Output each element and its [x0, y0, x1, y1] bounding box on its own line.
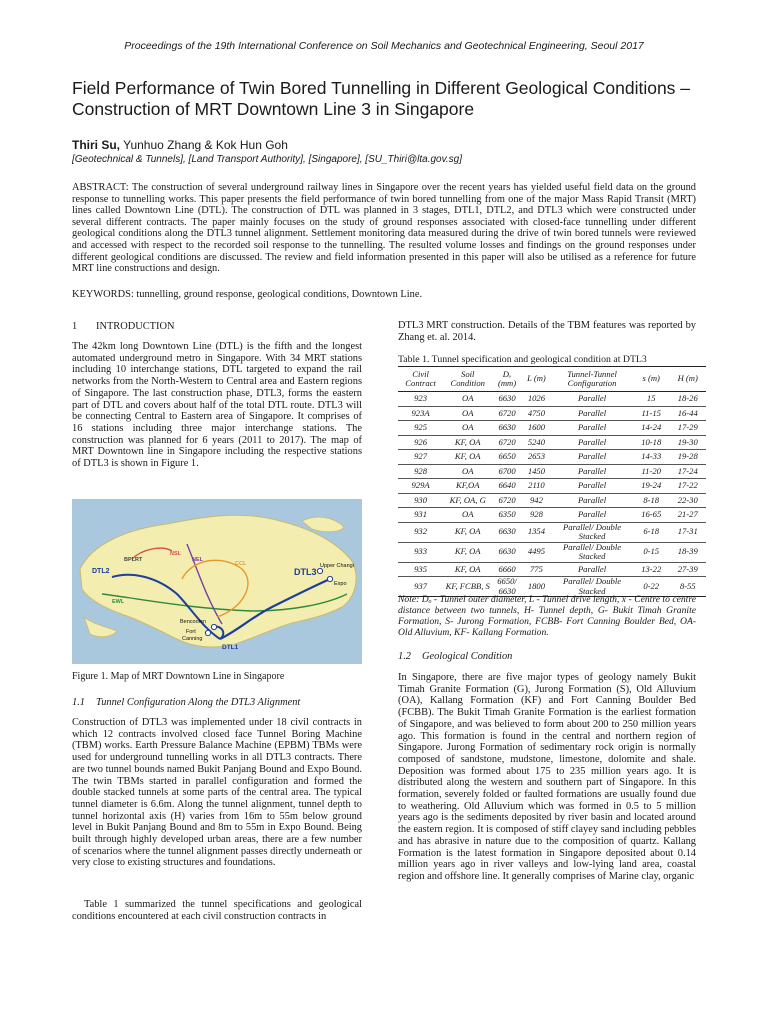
table-cell: 1354	[522, 522, 551, 542]
map-label-dtl1: DTL1	[222, 644, 239, 651]
map-label-fort: Fort	[186, 629, 196, 635]
table-cell: 8-18	[633, 493, 669, 508]
table-header: H (m)	[669, 367, 706, 392]
table-cell: 27-39	[669, 562, 706, 577]
table-cell: 926	[398, 435, 443, 450]
table-cell: 929A	[398, 479, 443, 494]
map-label-ewl: EWL	[112, 599, 125, 605]
table-cell: 18-26	[669, 392, 706, 407]
section-title: Geological Condition	[422, 651, 513, 662]
map-label-expo: Expo	[334, 581, 347, 587]
table-caption: Table 1. Tunnel specification and geological condition at DTL3	[398, 354, 647, 365]
table-cell: 775	[522, 562, 551, 577]
table-header: Tunnel-Tunnel Configuration	[551, 367, 633, 392]
table-cell: 11-15	[633, 406, 669, 421]
table-cell: 19-24	[633, 479, 669, 494]
section-number: 1.2	[398, 651, 411, 662]
table-cell: 16-44	[669, 406, 706, 421]
abstract: ABSTRACT: The construction of several underground railway lines in Singapore over the recent years has yielded useful field data on the ground response to tunnelling works. This paper presents the field performance of twin bored tunnelling from one of the major Mass Rapid Transit (MRT) lines called Downtown Line (DTL). The construction of DTL was planned in 3 stages, DTL1, DTL2, and DTL3 which were constructed under several different contracts. The paper mainly focuses on the study of ground responses associated with closed-face tunnelling under different geological conditions along the DTL3 tunnel alignment. Settlement monitoring data measured during the drive of twin bored tunnels were reviewed and accessed with respect to the recorded soil response to the tunnelling. The resulted volume losses and findings on the ground responses under different geological conditions are discussed. The review and field information presented in this paper will also be utilised as a reference for future MRT line constructions and design.	[72, 182, 696, 275]
table-row	[398, 406, 706, 421]
table-cell: 6720	[492, 435, 521, 450]
table-cell: 22-30	[669, 493, 706, 508]
table-row	[398, 493, 706, 508]
table-cell: 15	[633, 392, 669, 407]
table-cell: KF, FCBB, S	[443, 577, 492, 597]
table-cell: 923A	[398, 406, 443, 421]
table-cell: Parallel/ Double Stacked	[551, 522, 633, 542]
table-row	[398, 421, 706, 436]
table-cell: Parallel	[551, 479, 633, 494]
table-cell: OA	[443, 421, 492, 436]
table-row	[398, 479, 706, 494]
table-cell: 17-29	[669, 421, 706, 436]
station-marker-expo	[327, 576, 332, 581]
intro-paragraph: The 42km long Downtown Line (DTL) is the fifth and the longest automated underground metro in Singapore. With 34 MRT stations including 10 interchange stations, DTL targeted to expand the rail networks from the North-Western to Central area and Eastern regions of Singapore. The last construction phase, DTL3, forms the eastern part of DTL and covers about half of the total DTL route. DTL3 will be connecting Central to Eastern area of Singapore. It comprises of 16 stations including three major interchange stations. The construction was planned for 6 years (2011 to 2017). The map of MRT Downtown line in Singapore including the respective stations of DTL3 is shown in Figure 1.	[72, 341, 362, 470]
author-line	[72, 138, 288, 152]
section-number: 1	[72, 321, 78, 332]
table-header: Dₒ (mm)	[492, 367, 521, 392]
table-cell: Parallel	[551, 392, 633, 407]
figure-caption: Figure 1. Map of MRT Downtown Line in Singapore	[72, 671, 285, 682]
table-cell: 1600	[522, 421, 551, 436]
table-cell: 19-30	[669, 435, 706, 450]
table-cell: 6-18	[633, 522, 669, 542]
table-cell: 942	[522, 493, 551, 508]
table-cell: 5240	[522, 435, 551, 450]
table-cell: 10-18	[633, 435, 669, 450]
table-cell: KF, OA	[443, 435, 492, 450]
table-cell: 6630	[492, 392, 521, 407]
table-cell: 927	[398, 450, 443, 465]
map-label-bencoolen: Bencoolen	[180, 619, 206, 625]
table-row	[398, 464, 706, 479]
table-cell: Parallel	[551, 464, 633, 479]
table-note: Note: Dₒ - Tunnel outer diameter, L - Tunnel drive length, x - Centre to centre distance between two tunnels, H- Tunnel depth, G- Bukit Timah Granite Formation, S- Jurong Formation, FCBB- Fort Canning Boulder Bed, OA- Old Alluvium, KF- Kallang Formation.	[398, 594, 696, 638]
table-header: Soil Condition	[443, 367, 492, 392]
table-cell: 14-24	[633, 421, 669, 436]
table-header-row	[398, 367, 706, 392]
table-cell: 0-15	[633, 542, 669, 562]
section-number: 1.1	[72, 697, 85, 708]
station-marker-bencoolen	[211, 624, 216, 629]
table-cell: 6720	[492, 406, 521, 421]
table-cell: 931	[398, 508, 443, 523]
tunnel-paragraph-2: Table 1 summarized the tunnel specifications and geological conditions encountered at each civil construction contracts in	[72, 899, 362, 922]
table-cell: 6630	[492, 522, 521, 542]
paper-title: Field Performance of Twin Bored Tunnelling in Different Geological Conditions – Construction of MRT Downtown Line 3 in Singapore	[72, 78, 691, 119]
table-cell: OA	[443, 406, 492, 421]
table-cell: Parallel	[551, 421, 633, 436]
affiliation: [Geotechnical & Tunnels], [Land Transport Authority], [Singapore], [SU_Thiri@lta.gov.sg]	[72, 154, 462, 165]
table-cell: 17-24	[669, 464, 706, 479]
co-authors: Yunhuo Zhang & Kok Hun Goh	[120, 138, 288, 152]
station-marker-upper-changi	[317, 568, 322, 573]
table-cell: 19-28	[669, 450, 706, 465]
proceedings-header: Proceedings of the 19th International Conference on Soil Mechanics and Geotechnical Engineering, Seoul 2017	[124, 40, 644, 52]
table-row	[398, 522, 706, 542]
table-cell: 4495	[522, 542, 551, 562]
section-heading-introduction	[72, 321, 175, 332]
keywords: KEYWORDS: tunnelling, ground response, geological conditions, Downtown Line.	[72, 289, 423, 300]
table-cell: Parallel	[551, 406, 633, 421]
table-cell: 925	[398, 421, 443, 436]
table-cell: 933	[398, 542, 443, 562]
map-label-dtl2: DTL2	[92, 568, 110, 575]
station-marker-fort-canning	[205, 630, 210, 635]
table-cell: 6660	[492, 562, 521, 577]
map-label-bplrt: BPLRT	[124, 557, 143, 563]
table-row	[398, 450, 706, 465]
table-header: Civil Contract	[398, 367, 443, 392]
section-title: Tunnel Configuration Along the DTL3 Alignment	[96, 697, 301, 708]
table-cell: 17-22	[669, 479, 706, 494]
table-cell: 13-22	[633, 562, 669, 577]
map-label-ccl: CCL	[235, 561, 247, 567]
table-cell: OA	[443, 508, 492, 523]
table-cell: KF, OA	[443, 542, 492, 562]
first-author: Thiri Su,	[72, 138, 120, 152]
table-cell: 16-65	[633, 508, 669, 523]
table-cell: 21-27	[669, 508, 706, 523]
table-body	[398, 392, 706, 597]
table-cell: 2653	[522, 450, 551, 465]
table-row	[398, 435, 706, 450]
table-cell: KF, OA	[443, 522, 492, 542]
table-cell: 8-55	[669, 577, 706, 597]
table-cell: 18-39	[669, 542, 706, 562]
table-cell: 11-20	[633, 464, 669, 479]
table-cell: Parallel	[551, 435, 633, 450]
tunnel-paragraph-1: Construction of DTL3 was implemented under 18 civil contracts in which 12 contracts involved closed face Tunnel Boring Machine (TBM) works. Earth Pressure Balance Machine (EPBM) TBMs were used for underground tunnelling works in all DTL3 contracts. There are two tunnel bounds named Bukit Panjang Bound and Expo Bound. The twin TBMs started in parallel configuration and formed the double stacked tunnels at some parts of the central area. The typical tunnel diameter is 6.6m. Along the tunnel alignment, tunnel depth to tunnel horizontal axis (H) varies from 16m to 55m below ground level in Bukit Panjang Bound and 8m to 55m in Expo Bound. Being built through highly developed urban areas, there are a few number of scenarios where the tunnel alignment passes directly underneath or very close to existing structures and foundations.	[72, 717, 362, 869]
table-row	[398, 542, 706, 562]
dtl-map-figure	[72, 499, 362, 664]
table-cell: 4750	[522, 406, 551, 421]
table-cell: KF, OA	[443, 562, 492, 577]
geology-paragraph: In Singapore, there are five major types of geology namely Bukit Timah Granite Formation (G), Jurong Formation (S), Old Alluvium (OA), Kallang Formation (KF) and Fort Canning Boulder Bed (FCBB). The Bukit Timah Granite Formation is the earliest formation of Singapore, and was believed to form about 200 to 250 million years ago. This formation is found in the central and northern region of Singapore. Jurong Formation of sedimentary rock origin is normally composed of sandstone, mudstone, limestone, dolomite and shale. Deposition was formed about 175 to 235 million years ago. It is distributed along the western and southern part of Singapore. In this formation, severely folded or faulted formations are usually found due to weathering. Old Alluvium which was formed in 0.5 to 5 million years ago is the sediments deposited by river basin and located around the eastern region. It is composed of stiff clayey sand including pebbles and has abrasive in nature due to the composition of quartz. Kallang Formation is the latest formation in Singapore deposited about 0.14 million years ago in river valleys and low-lying land area, coastal region and offshore line. It generally comprises of Marine clay, organic	[398, 672, 696, 882]
map-label-nsl: NSL	[170, 551, 181, 557]
table-cell: Parallel	[551, 562, 633, 577]
table-cell: 923	[398, 392, 443, 407]
table-cell: KF,OA	[443, 479, 492, 494]
section-heading-geological-condition	[398, 651, 512, 662]
table-cell: Parallel	[551, 493, 633, 508]
map-label-nel: NEL	[192, 557, 203, 563]
table-header: L (m)	[522, 367, 551, 392]
table-cell: 6720	[492, 493, 521, 508]
table-cell: 6350	[492, 508, 521, 523]
table-cell: Parallel	[551, 450, 633, 465]
table-cell: 0-22	[633, 577, 669, 597]
table-cell: 2110	[522, 479, 551, 494]
tunnel-spec-table	[398, 366, 706, 597]
table-cell: 930	[398, 493, 443, 508]
table-cell: 6630	[492, 421, 521, 436]
table-cell: 928	[398, 464, 443, 479]
table-cell: Parallel	[551, 508, 633, 523]
table-cell: 6650/ 6630	[492, 577, 521, 597]
table-cell: 928	[522, 508, 551, 523]
table-cell: KF, OA	[443, 450, 492, 465]
table-cell: 937	[398, 577, 443, 597]
map-label-canning: Canning	[182, 636, 203, 642]
table-cell: OA	[443, 464, 492, 479]
table-cell: Parallel/ Double Stacked	[551, 542, 633, 562]
table-cell: 6700	[492, 464, 521, 479]
table-row	[398, 392, 706, 407]
table-cell: 935	[398, 562, 443, 577]
table-cell: 14-33	[633, 450, 669, 465]
table-cell: 6630	[492, 542, 521, 562]
table-row	[398, 508, 706, 523]
table-header: s (m)	[633, 367, 669, 392]
table-cell: 932	[398, 522, 443, 542]
table-cell: 6650	[492, 450, 521, 465]
table-cell: 1026	[522, 392, 551, 407]
table-cell: 1450	[522, 464, 551, 479]
table-cell: KF, OA, G	[443, 493, 492, 508]
map-label-dtl3: DTL3	[294, 567, 317, 577]
table-cell: 17-31	[669, 522, 706, 542]
section-heading-tunnel-configuration	[72, 697, 300, 708]
table-cell: 1800	[522, 577, 551, 597]
right-top-paragraph: DTL3 MRT construction. Details of the TBM features was reported by Zhang et. al. 2014.	[398, 320, 696, 343]
map-label-upper-changi: Upper Changi	[320, 563, 354, 569]
table-cell: 6640	[492, 479, 521, 494]
table-row	[398, 562, 706, 577]
table-cell: Parallel/ Double Stacked	[551, 577, 633, 597]
section-title: INTRODUCTION	[96, 321, 175, 332]
table-cell: OA	[443, 392, 492, 407]
